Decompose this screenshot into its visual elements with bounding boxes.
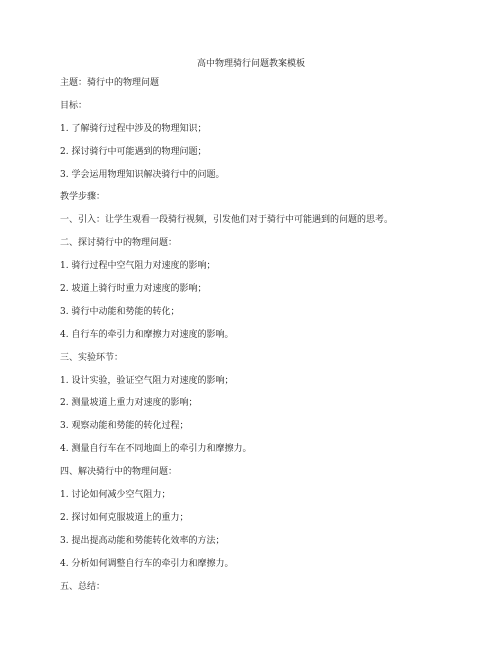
text-line: 3. 提出提高动能和势能转化效率的方法； <box>60 535 225 546</box>
text-line: 目标： <box>60 100 88 111</box>
text-line: 主题：骑行中的物理问题 <box>60 78 160 88</box>
text-line: 3. 骑行中动能和势能的转化； <box>60 306 180 317</box>
text-line: 一、引入：让学生观看一段骑行视频，引发他们对于骑行中可能遇到的问题的思考。 <box>60 215 394 226</box>
document-title: 高中物理骑行问题教案模板 <box>196 59 305 69</box>
text-line: 3. 学会运用物理知识解决骑行中的问题。 <box>60 169 225 180</box>
text-line: 4. 自行车的牵引力和摩擦力对速度的影响。 <box>60 329 234 340</box>
document-body <box>60 77 480 603</box>
text-line: 2. 坡道上骑行时重力对速度的影响； <box>60 284 207 295</box>
text-line: 五、总结： <box>60 581 106 592</box>
text-line: 教学步骤： <box>60 192 106 203</box>
text-line: 1. 了解骑行过程中涉及的物理知识； <box>60 123 207 134</box>
text-line: 4. 测量自行车在不同地面上的牵引力和摩擦力。 <box>60 444 252 455</box>
text-line: 3. 观察动能和势能的转化过程； <box>60 421 189 432</box>
text-line: 1. 设计实验，验证空气阻力对速度的影响； <box>60 375 234 386</box>
text-line: 1. 骑行过程中空气阻力对速度的影响； <box>60 261 216 272</box>
text-line: 四、解决骑行中的物理问题： <box>60 467 178 478</box>
text-line: 4. 分析如何调整自行车的牵引力和摩擦力。 <box>60 558 234 569</box>
text-line: 1. 讨论如何减少空气阻力； <box>60 490 171 501</box>
text-line: 2. 探讨如何克服坡道上的重力； <box>60 512 189 523</box>
text-line: 二、探讨骑行中的物理问题： <box>60 238 178 249</box>
text-line: 三、实验环节： <box>60 352 124 363</box>
text-line: 2. 测量坡道上重力对速度的影响； <box>60 398 198 409</box>
text-line: 2. 探讨骑行中可能遇到的物理问题； <box>60 146 207 157</box>
